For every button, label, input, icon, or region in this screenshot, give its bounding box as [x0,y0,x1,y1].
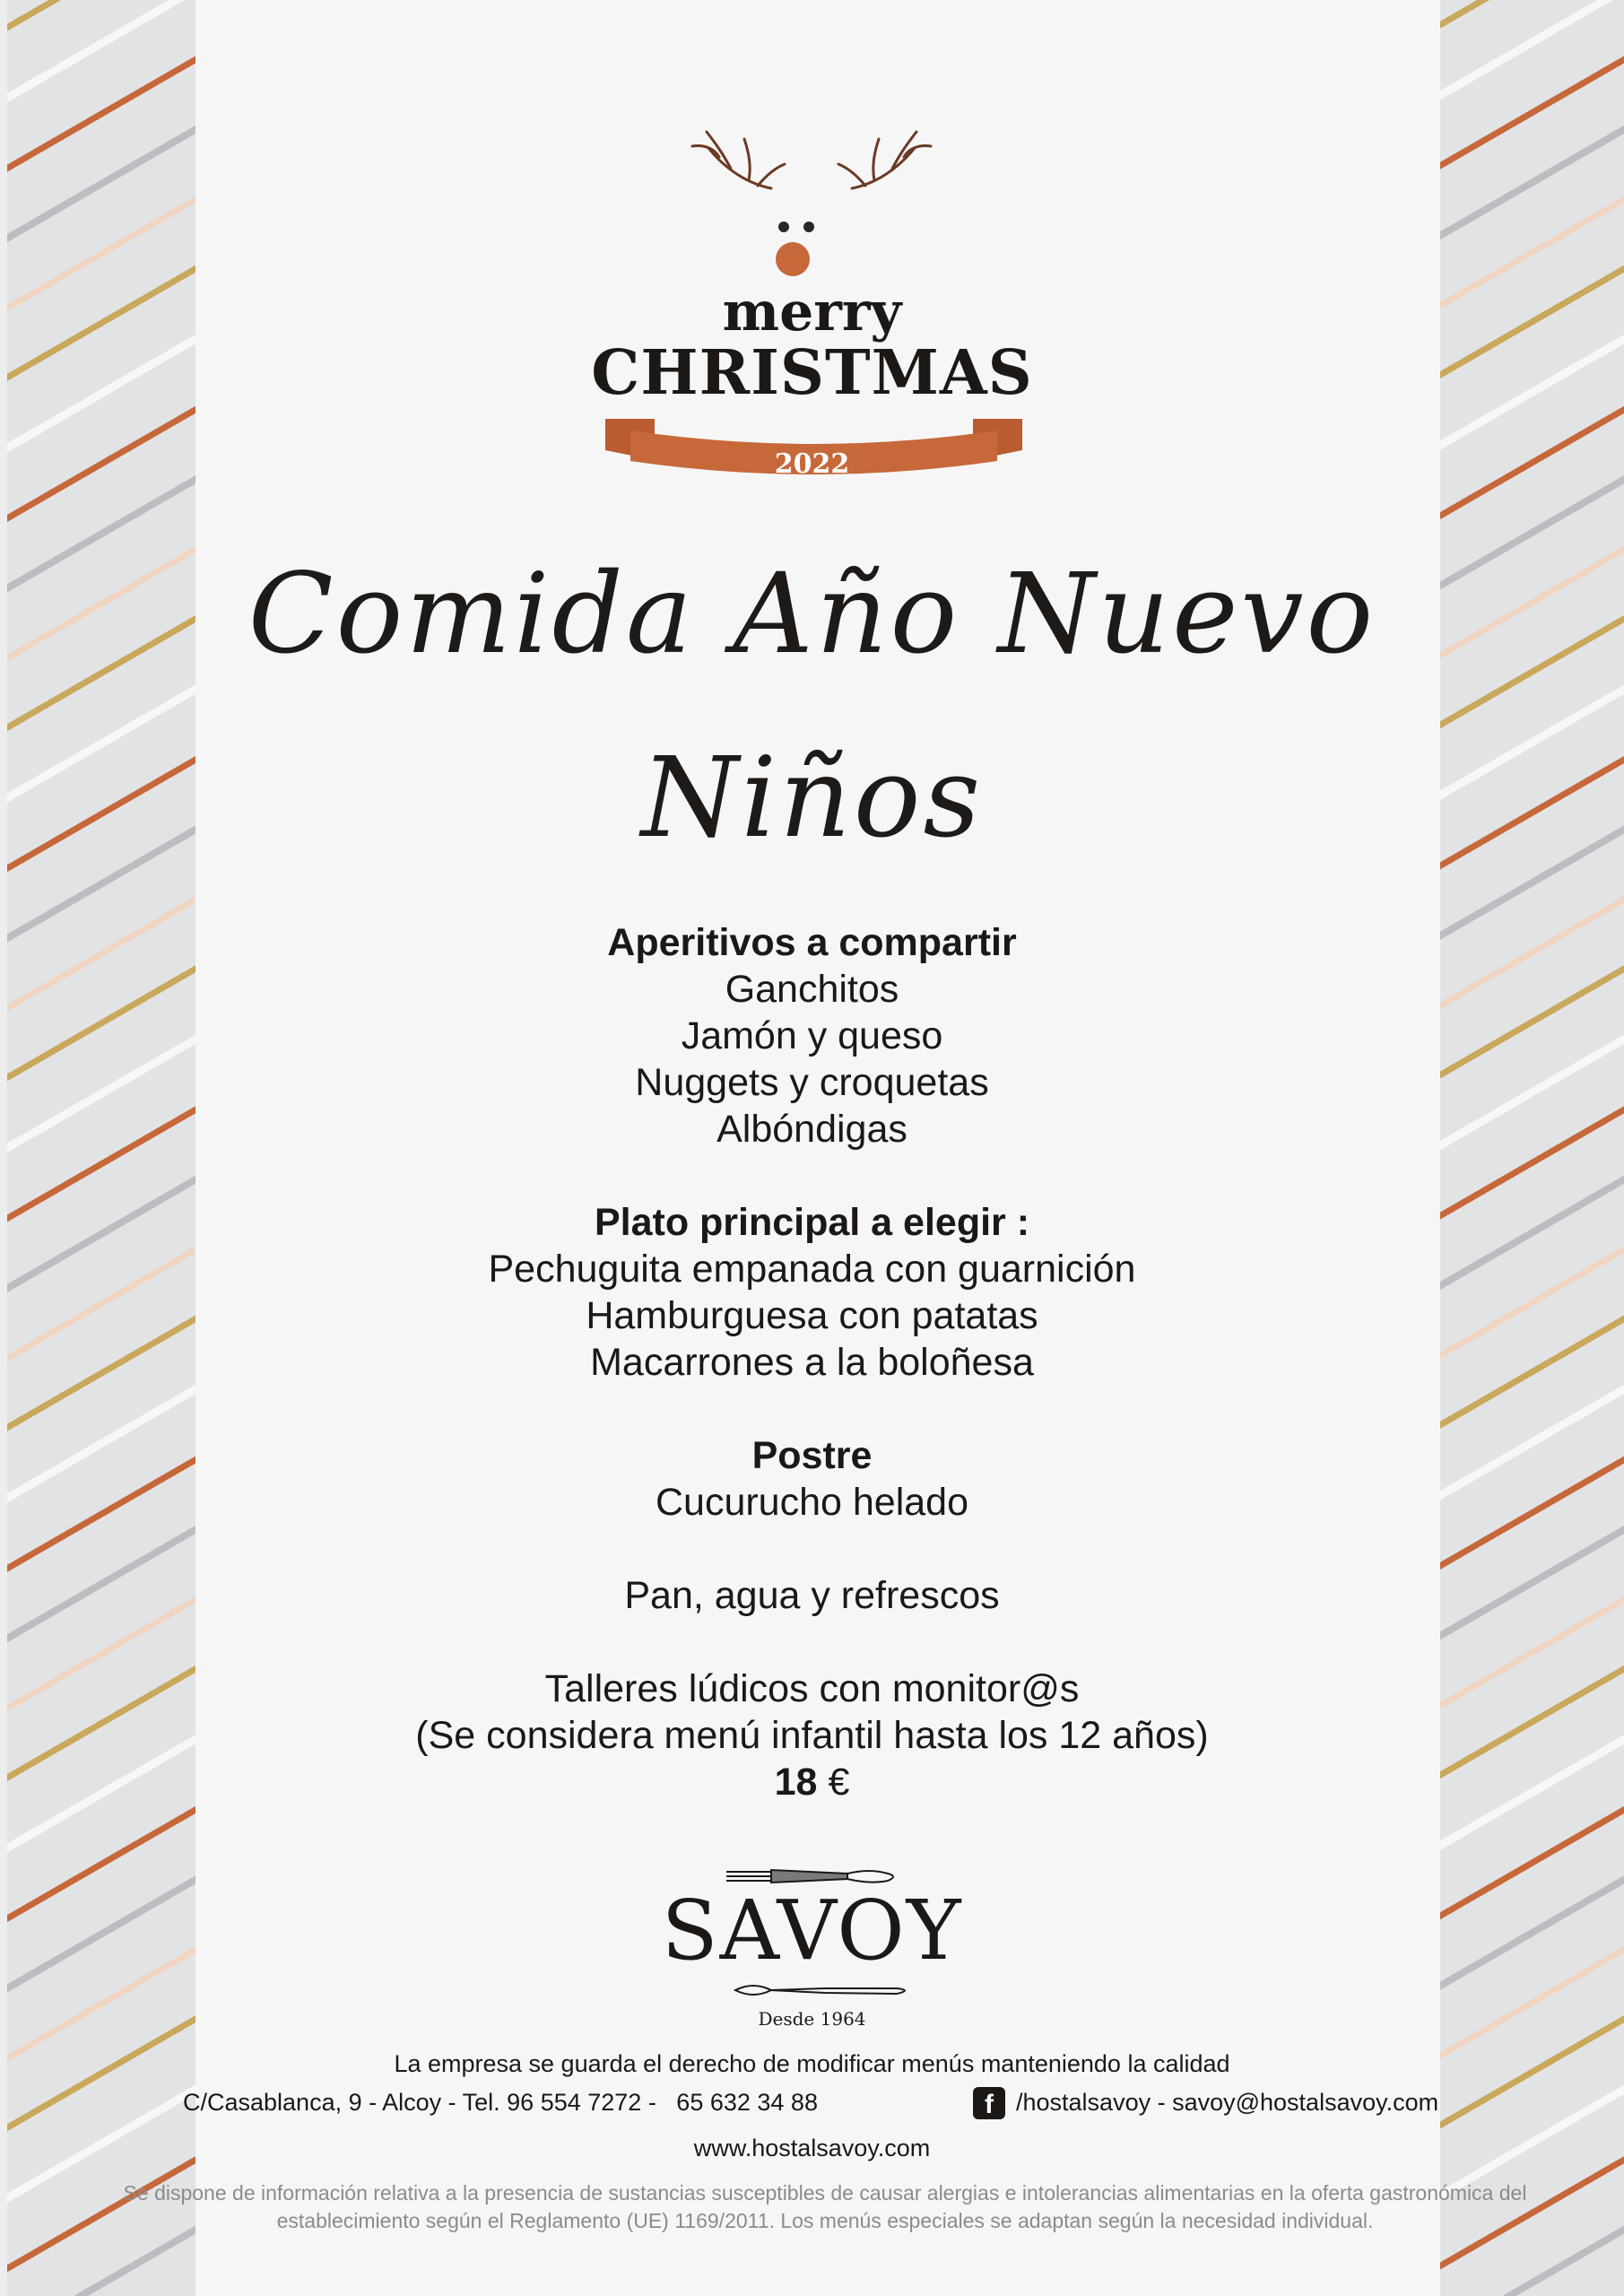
menu-title: Comida Año Nuevo [248,550,1376,679]
rights-notice: La empresa se guarda el derecho de modificar menús manteniendo la calidad [394,2050,1230,2077]
price-line [0,1759,1624,1805]
menu-body [0,919,1624,1805]
reindeer-eye-right [803,222,814,232]
reindeer-eyes [778,222,814,234]
postre-heading: Postre [751,1434,873,1477]
reindeer-antlers-icon [664,112,960,202]
contact-row [0,2086,1624,2122]
aperitivo-item: Ganchitos [725,968,899,1011]
price-amount: 18 [774,1761,818,1804]
aperitivo-item: Nuggets y croquetas [635,1061,989,1104]
website-link[interactable]: www.hostalsavoy.com [693,2135,931,2161]
social-email[interactable]: /hostalsavoy - savoy@hostalsavoy.com [1016,2089,1439,2116]
menu-infantil-note: (Se considera menú infantil hasta los 12 años) [415,1714,1209,1757]
plato-item: Pechuguita empanada con guarnición [488,1248,1136,1291]
facebook-icon[interactable]: f [973,2087,1005,2119]
since-label: Desde 1964 [758,2008,866,2030]
allergen-notice: Se dispone de información relativa a la presencia de sustancias susceptibles de causar alergias e intolerancias alimentarias en la oferta gastronómica del establecimiento según el Reglamento (UE) 1169/2011. Los menús especiales se adaptan según la necesidad individual. [123,2181,1527,2232]
merry-text: merry [722,281,902,344]
address-phone: C/Casablanca, 9 - Alcoy - Tel. 96 554 7272 - 65 632 34 88 [183,2089,818,2116]
year-label: 2022 [774,448,850,480]
christmas-heading: CHRISTMAS [591,337,1033,409]
postre-item: Cucurucho helado [655,1481,969,1524]
reindeer-eye-left [778,222,789,232]
plato-principal-heading: Plato principal a elegir : [594,1201,1030,1244]
reindeer-nose [776,242,810,276]
price-currency: € [828,1761,850,1804]
plato-item: Macarrones a la boloñesa [590,1341,1034,1384]
aperitivo-item: Albóndigas [716,1108,908,1151]
talleres-line: Talleres lúdicos con monitor@s [544,1667,1080,1710]
aperitivos-heading: Aperitivos a compartir [607,921,1017,964]
bebida-line: Pan, agua y refrescos [624,1574,1000,1617]
menu-subtitle: Niños [640,734,984,863]
savoy-logo-text: SAVOY [661,1883,963,1979]
plato-item: Hamburguesa con patatas [586,1294,1038,1337]
aperitivo-item: Jamón y queso [681,1014,943,1057]
